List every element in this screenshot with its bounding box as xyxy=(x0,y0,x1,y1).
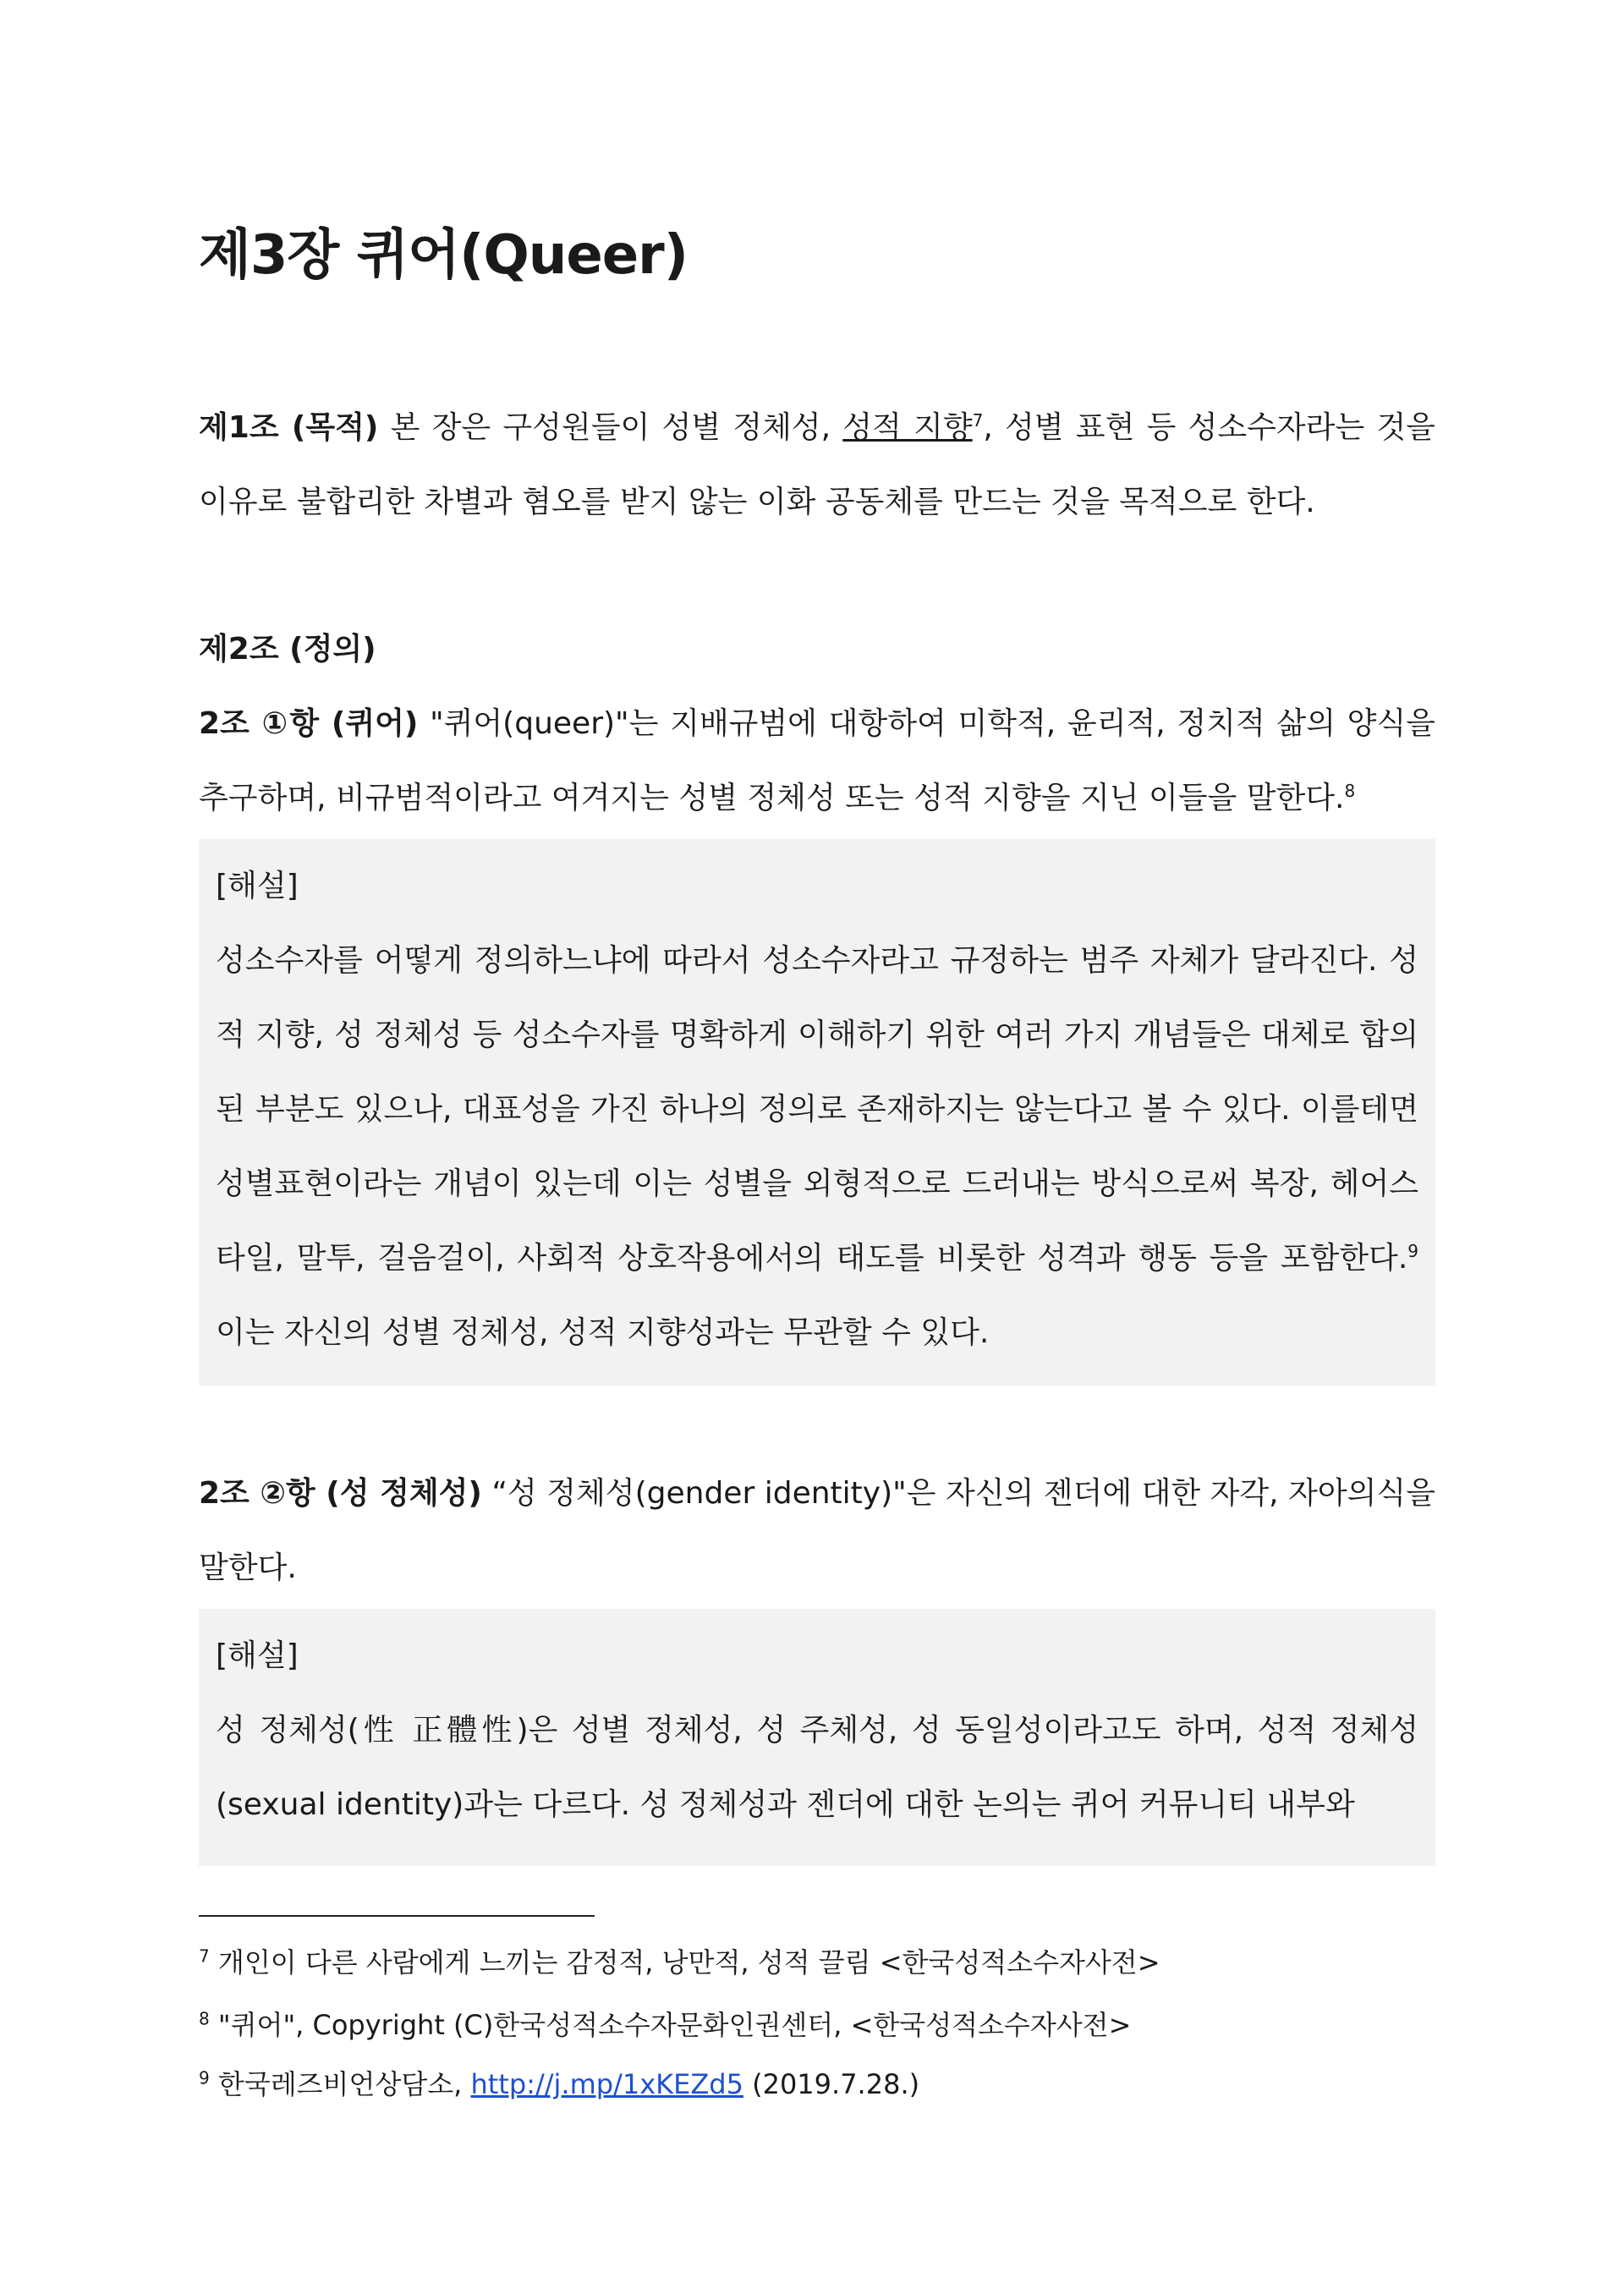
footnote-link[interactable]: http://j.mp/1xKEZd5 xyxy=(470,2068,743,2100)
footnote-7 xyxy=(199,1942,1160,1983)
footnote-number: 8 xyxy=(199,2008,210,2029)
commentary-label: [해설] xyxy=(216,869,299,903)
footnote-divider xyxy=(199,1915,595,1917)
article-1-text-after: , 성별 표현 등 성소수자라는 것을 이유로 불합리한 차별과 혐오를 받지 않는 이화 공동체를 만드는 것을 목적으로 한다. xyxy=(199,410,1435,519)
clause-2-text: “성 정체성(gender identity)"은 자신의 젠더에 대한 자각, 자아의식을 말한다. xyxy=(199,1476,1435,1585)
footnote-text: "퀴어", Copyright (C)한국성적소수자문화인권센터, <한국성적소수자사전> xyxy=(209,2009,1132,2041)
footnote-9 xyxy=(199,2064,919,2105)
commentary-box-2 xyxy=(199,1609,1435,1866)
article-1-text-before: 본 장은 구성원들이 성별 정체성, xyxy=(378,410,843,445)
footnote-ref-8[interactable]: 8 xyxy=(1344,781,1356,801)
footnote-text: 한국레즈비언상담소, xyxy=(209,2068,471,2100)
footnote-ref-7[interactable]: 7 xyxy=(972,410,984,431)
footnote-number: 7 xyxy=(199,1946,210,1967)
sexual-orientation-term: 성적 지향 xyxy=(842,410,973,445)
clause-2-paragraph xyxy=(199,1457,1435,1605)
commentary-label: [해설] xyxy=(216,1638,299,1673)
commentary-box-1 xyxy=(199,839,1435,1386)
commentary-text: 성 정체성(性 正體性)은 성별 정체성, 성 주체성, 성 동일성이라고도 하며, 성적 정체성(sexual identity)과는 다르다. 성 정체성과 젠더에 대한 논의는 퀴어 커뮤니티 내부와 xyxy=(216,1713,1418,1822)
clause-1-text: "퀴어(queer)"는 지배규범에 대항하여 미학적, 윤리적, 정치적 삶의 양식을 추구하며, 비규범적이라고 여겨지는 성별 정체성 또는 성적 지향을 지닌 이들을 말한다. xyxy=(199,706,1435,815)
clause-1-label: 2조 ①항 (퀴어) xyxy=(199,706,419,741)
footnote-date: (2019.7.28.) xyxy=(743,2068,920,2100)
chapter-title: 제3장 퀴어(Queer) xyxy=(199,224,688,287)
commentary-text-body: 성소수자를 어떻게 정의하느냐에 따라서 성소수자라고 규정하는 범주 자체가 달라진다. 성적 지향, 성 정체성 등 성소수자를 명확하게 이해하기 위한 여러 가지 개념들은 대체로 합의된 부분도 있으나, 대표성을 가진 하나의 정의로 존재하지는 않는다고 볼 수 있다. 이를테면 성별표현이라는 개념이 있는데 이는 성별을 외형적으로 드러내는 방식으로써 복장, 헤어스타일, 말투, 걸음걸이, 사회적 상호작용에서의 태도를 비롯한 성격과 행동 등을 포함한다. xyxy=(216,943,1418,1276)
footnote-8 xyxy=(199,2005,1131,2045)
clause-1-paragraph xyxy=(199,687,1435,836)
article-1-label: 제1조 (목적) xyxy=(199,410,379,445)
commentary-text xyxy=(216,924,1418,1370)
footnote-text: 개인이 다른 사람에게 느끼는 감정적, 낭만적, 성적 끌림 <한국성적소수자사전> xyxy=(209,1946,1160,1978)
clause-2-label: 2조 ②항 (성 정체성) xyxy=(199,1476,482,1511)
article-2-heading: 제2조 (정의) xyxy=(199,632,376,667)
footnote-number: 9 xyxy=(199,2067,210,2088)
footnote-ref-9[interactable]: 9 xyxy=(1407,1241,1418,1261)
article-1-paragraph xyxy=(199,391,1435,540)
commentary-text-after: 이는 자신의 성별 정체성, 성적 지향성과는 무관할 수 있다. xyxy=(216,1315,990,1350)
